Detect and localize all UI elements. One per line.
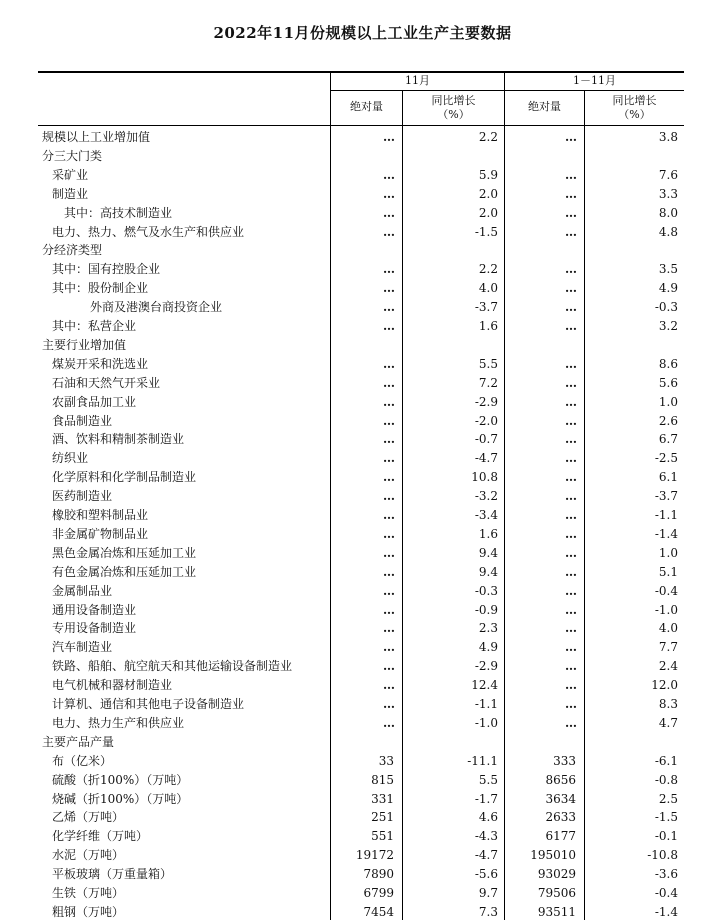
row-value-v1: … [383,508,394,522]
row-value-v3: … [565,545,576,560]
row-value-v3: … [565,715,576,730]
row-value-v1: … [383,394,394,409]
row-label: 制造业 [52,186,89,201]
row-value-v3: … [565,413,576,428]
yoy-header-label: 同比增长 [431,94,476,107]
table-row [38,412,684,431]
row-value-v1: … [383,640,394,655]
table-row [38,204,684,223]
row-value-v4: -0.1 [654,829,678,844]
row-value-v3: 2633 [545,810,576,825]
row-label: 采矿业 [52,167,89,182]
row-value-v4: 1.0 [658,545,678,560]
row-value-v3: … [565,526,576,541]
row-value-v2: 10.8 [471,470,498,485]
row-value-v3: … [565,300,576,315]
row-value-v3: … [565,130,576,144]
row-value-v1: … [383,678,394,693]
table-row [38,695,684,714]
row-value-v2: 5.5 [478,772,498,787]
row-value-v4: 3.3 [658,186,678,201]
row-value-v4: 4.0 [658,621,678,636]
row-value-v2: -4.7 [474,848,498,863]
row-label: 主要行业增加值 [42,337,127,352]
row-value-v1: 551 [371,829,394,844]
row-label: 其中：国有控股企业 [52,262,161,277]
row-value-v1: … [383,224,394,239]
row-label: 其中：私营企业 [52,319,137,333]
row-value-v4: -1.0 [654,602,678,617]
row-value-v4: 3.8 [658,130,678,144]
table-row [38,449,684,468]
row-label: 化学原料和化学制品制造业 [52,470,197,485]
yoy-header-label: 同比增长 [612,94,657,107]
table-row [38,298,684,317]
row-value-v1: … [383,375,394,390]
row-value-v4: 8.0 [658,205,678,220]
row-value-v1: … [383,564,394,579]
row-value-v4: 4.9 [658,281,678,296]
row-value-v2: 2.0 [478,186,498,201]
row-value-v3: … [565,583,576,598]
row-value-v3: … [565,508,576,522]
row-value-v3: 8656 [545,772,576,787]
row-value-v4: 3.2 [658,319,678,333]
row-value-v3: … [565,167,576,182]
table-row [38,336,684,355]
row-value-v3: … [565,659,576,674]
row-value-v4: 3.5 [658,262,678,277]
row-value-v3: 3634 [545,791,576,806]
row-value-v1: … [383,167,394,182]
row-value-v4: -1.4 [654,904,678,919]
row-value-v1: … [383,130,394,144]
row-value-v3: … [565,375,576,390]
row-value-v2: -4.3 [474,829,498,844]
row-value-v1: 6799 [363,886,394,900]
row-value-v2: -0.9 [474,602,498,617]
row-value-v3: … [565,394,576,409]
table-row [38,468,684,487]
row-label: 农副食品加工业 [52,394,137,409]
row-value-v4: 7.7 [658,640,678,655]
abs-header-1: 绝对量 [350,100,383,113]
row-value-v4: 2.5 [658,791,678,806]
row-value-v4: 8.6 [658,356,678,371]
table-row [38,317,684,336]
row-value-v4: 2.6 [658,413,678,428]
row-value-v1: 251 [371,810,394,825]
row-label: 有色金属冶炼和压延加工业 [52,564,197,579]
table-row [38,619,684,638]
period-header-jan-nov: 1－11月 [573,74,616,87]
row-value-v1: … [383,319,394,333]
row-value-v1: 331 [371,791,394,806]
row-label: 煤炭开采和洗选业 [52,356,149,371]
row-value-v2: -0.7 [474,432,498,447]
row-value-v2: 7.2 [478,375,498,390]
table-top-rule [38,71,684,73]
row-label: 分经济类型 [42,243,103,258]
table-row [38,657,684,676]
row-value-v1: … [383,602,394,617]
row-label: 专用设备制造业 [52,621,137,636]
table-row [38,279,684,298]
row-label: 水泥（万吨） [52,848,125,863]
row-label: 通用设备制造业 [52,602,137,617]
row-value-v3: … [565,224,576,239]
row-value-v2: 5.5 [478,356,498,371]
row-value-v4: -10.8 [647,848,678,863]
row-value-v2: 4.6 [478,810,498,825]
row-label: 化学纤维（万吨） [52,829,149,844]
row-value-v2: 5.9 [478,167,498,182]
table-row [38,544,684,563]
row-value-v1: … [383,413,394,428]
row-label: 酒、饮料和精制茶制造业 [52,432,185,447]
table-row [38,846,684,865]
row-value-v1: … [383,583,394,598]
row-value-v3: … [565,281,576,296]
row-value-v1: 7890 [363,867,394,882]
table-row [38,733,684,752]
row-value-v4: 6.1 [658,470,678,485]
row-value-v4: -1.5 [654,810,678,825]
table-row [38,355,684,374]
row-label: 粗钢（万吨） [52,904,125,919]
row-value-v2: -1.7 [474,791,498,806]
row-value-v3: 6177 [545,829,576,844]
row-value-v4: 1.0 [658,394,678,409]
row-value-v1: 19172 [355,848,394,863]
row-label: 平板玻璃（万重量箱） [52,867,173,882]
row-value-v1: … [383,697,394,711]
row-value-v1: … [383,545,394,560]
row-value-v4: 4.7 [658,715,678,730]
row-value-v4: 4.8 [658,224,678,239]
table-row [38,185,684,204]
row-value-v3: … [565,205,576,220]
row-label: 主要产品产量 [42,734,115,749]
row-value-v2: 2.0 [478,205,498,220]
row-label: 电气机械和器材制造业 [52,678,173,693]
row-value-v3: … [565,262,576,277]
row-value-v4: -6.1 [654,753,678,768]
row-value-v3: … [565,564,576,579]
table-row [38,638,684,657]
row-value-v1: … [383,659,394,674]
table-row [38,166,684,185]
row-value-v2: -5.6 [474,867,498,882]
yoy-header-2 [585,94,684,122]
row-value-v2: -11.1 [467,753,498,768]
table-row [38,865,684,884]
row-value-v3: … [565,697,576,711]
row-value-v3: 93511 [537,904,576,919]
row-value-v2: -4.7 [474,451,498,466]
row-value-v3: 93029 [537,867,576,882]
abs-header-2: 绝对量 [528,100,561,113]
row-value-v3: … [565,432,576,447]
table-row [38,827,684,846]
row-value-v1: … [383,262,394,277]
table-row [38,563,684,582]
row-value-v2: -2.9 [474,394,498,409]
table-row [38,771,684,790]
table-row [38,903,684,922]
row-label: 生铁（万吨） [52,886,125,900]
yoy-header-unit: （%） [437,108,470,121]
row-value-v4: 8.3 [658,697,678,711]
table-row [38,582,684,601]
row-label: 其中：股份制企业 [52,281,149,296]
row-value-v2: 2.2 [478,130,498,144]
table-row [38,790,684,809]
table-row [38,374,684,393]
row-label: 铁路、船舶、航空航天和其他运输设备制造业 [52,659,293,674]
yoy-header-unit: （%） [618,108,651,121]
row-value-v3: … [565,489,576,504]
table-row [38,808,684,827]
row-value-v2: 4.0 [478,281,498,296]
row-value-v1: … [383,489,394,504]
row-value-v4: 6.7 [658,432,678,447]
row-label: 其中：高技术制造业 [64,205,173,220]
row-value-v1: … [383,300,394,315]
row-label: 分三大门类 [42,148,103,163]
row-label: 电力、热力生产和供应业 [52,715,185,730]
table-row [38,241,684,260]
row-value-v1: … [383,621,394,636]
row-value-v2: -3.4 [474,508,498,522]
row-value-v2: 2.3 [478,621,498,636]
table-row [38,393,684,412]
table-row [38,128,684,147]
row-value-v4: -3.6 [654,867,678,882]
row-value-v2: 9.7 [478,886,498,900]
row-value-v2: -1.0 [474,715,498,730]
table-row [38,260,684,279]
row-value-v1: … [383,526,394,541]
table-row [38,487,684,506]
row-value-v4: -2.5 [654,451,678,466]
table-row [38,676,684,695]
row-label: 黑色金属冶炼和压延加工业 [52,545,197,560]
row-value-v2: 12.4 [471,678,498,693]
row-label: 烧碱（折100%）（万吨） [52,791,189,806]
row-label: 电力、热力、燃气及水生产和供应业 [52,224,245,239]
row-value-v3: 333 [553,753,576,768]
table-row [38,525,684,544]
row-label: 医药制造业 [52,489,113,504]
table-row [38,714,684,733]
row-value-v4: 7.6 [658,167,678,182]
row-label: 橡胶和塑料制品业 [52,508,149,522]
row-value-v4: 2.4 [658,659,678,674]
row-value-v3: 195010 [530,848,576,863]
row-label: 规模以上工业增加值 [42,130,151,144]
row-label: 金属制品业 [52,583,113,598]
row-value-v4: -1.4 [654,526,678,541]
row-label: 外商及港澳台商投资企业 [90,300,223,315]
row-value-v4: 5.6 [658,375,678,390]
row-value-v3: … [565,356,576,371]
row-value-v3: … [565,621,576,636]
row-value-v2: 7.3 [478,904,498,919]
row-value-v1: … [383,432,394,447]
row-label: 汽车制造业 [52,640,113,655]
table-row [38,430,684,449]
period-header-rule [331,90,684,91]
row-value-v4: -0.8 [654,772,678,787]
row-value-v2: -2.9 [474,659,498,674]
row-label: 非金属矿物制品业 [52,526,149,541]
yoy-header-1 [403,94,504,122]
period-header-november: 11月 [405,74,430,87]
row-value-v2: -2.0 [474,413,498,428]
row-value-v3: … [565,319,576,333]
row-value-v4: -0.3 [654,300,678,315]
row-value-v1: … [383,281,394,296]
row-label: 计算机、通信和其他电子设备制造业 [52,697,245,711]
row-value-v4: -3.7 [654,489,678,504]
row-value-v2: -3.2 [474,489,498,504]
row-value-v2: -0.3 [474,583,498,598]
row-value-v1: … [383,715,394,730]
row-label: 纺织业 [52,451,89,466]
row-value-v2: -3.7 [474,300,498,315]
row-value-v3: 79506 [537,886,576,900]
row-label: 食品制造业 [52,413,113,428]
row-value-v2: 1.6 [478,526,498,541]
row-value-v4: 5.1 [658,564,678,579]
row-value-v1: 33 [378,753,394,768]
table-row [38,147,684,166]
page-title: 2022年11月份规模以上工业生产主要数据 [213,24,512,42]
row-value-v1: … [383,356,394,371]
row-value-v4: -1.1 [654,508,678,522]
table-row [38,506,684,525]
row-value-v3: … [565,640,576,655]
row-value-v2: 4.9 [478,640,498,655]
row-value-v4: -0.4 [654,886,678,900]
row-value-v3: … [565,470,576,485]
row-value-v4: 12.0 [651,678,678,693]
table-row [38,223,684,242]
row-value-v2: -1.5 [474,224,498,239]
row-value-v1: … [383,205,394,220]
row-label: 石油和天然气开采业 [52,375,161,390]
row-value-v2: 2.2 [478,262,498,277]
row-label: 硫酸（折100%）（万吨） [52,772,189,787]
row-value-v2: -1.1 [474,697,498,711]
row-label: 布（亿米） [52,753,113,768]
row-value-v1: … [383,451,394,466]
row-value-v3: … [565,678,576,693]
table-row [38,601,684,620]
row-value-v2: 9.4 [478,545,498,560]
table-row [38,884,684,903]
row-value-v4: -0.4 [654,583,678,598]
row-value-v2: 9.4 [478,564,498,579]
row-label: 乙烯（万吨） [52,810,125,825]
row-value-v1: 7454 [363,904,394,919]
row-value-v1: … [383,186,394,201]
header-bottom-rule [38,125,684,126]
row-value-v1: 815 [371,772,394,787]
row-value-v3: … [565,602,576,617]
row-value-v3: … [565,186,576,201]
row-value-v3: … [565,451,576,466]
row-value-v1: … [383,470,394,485]
table-row [38,752,684,771]
row-value-v2: 1.6 [478,319,498,333]
